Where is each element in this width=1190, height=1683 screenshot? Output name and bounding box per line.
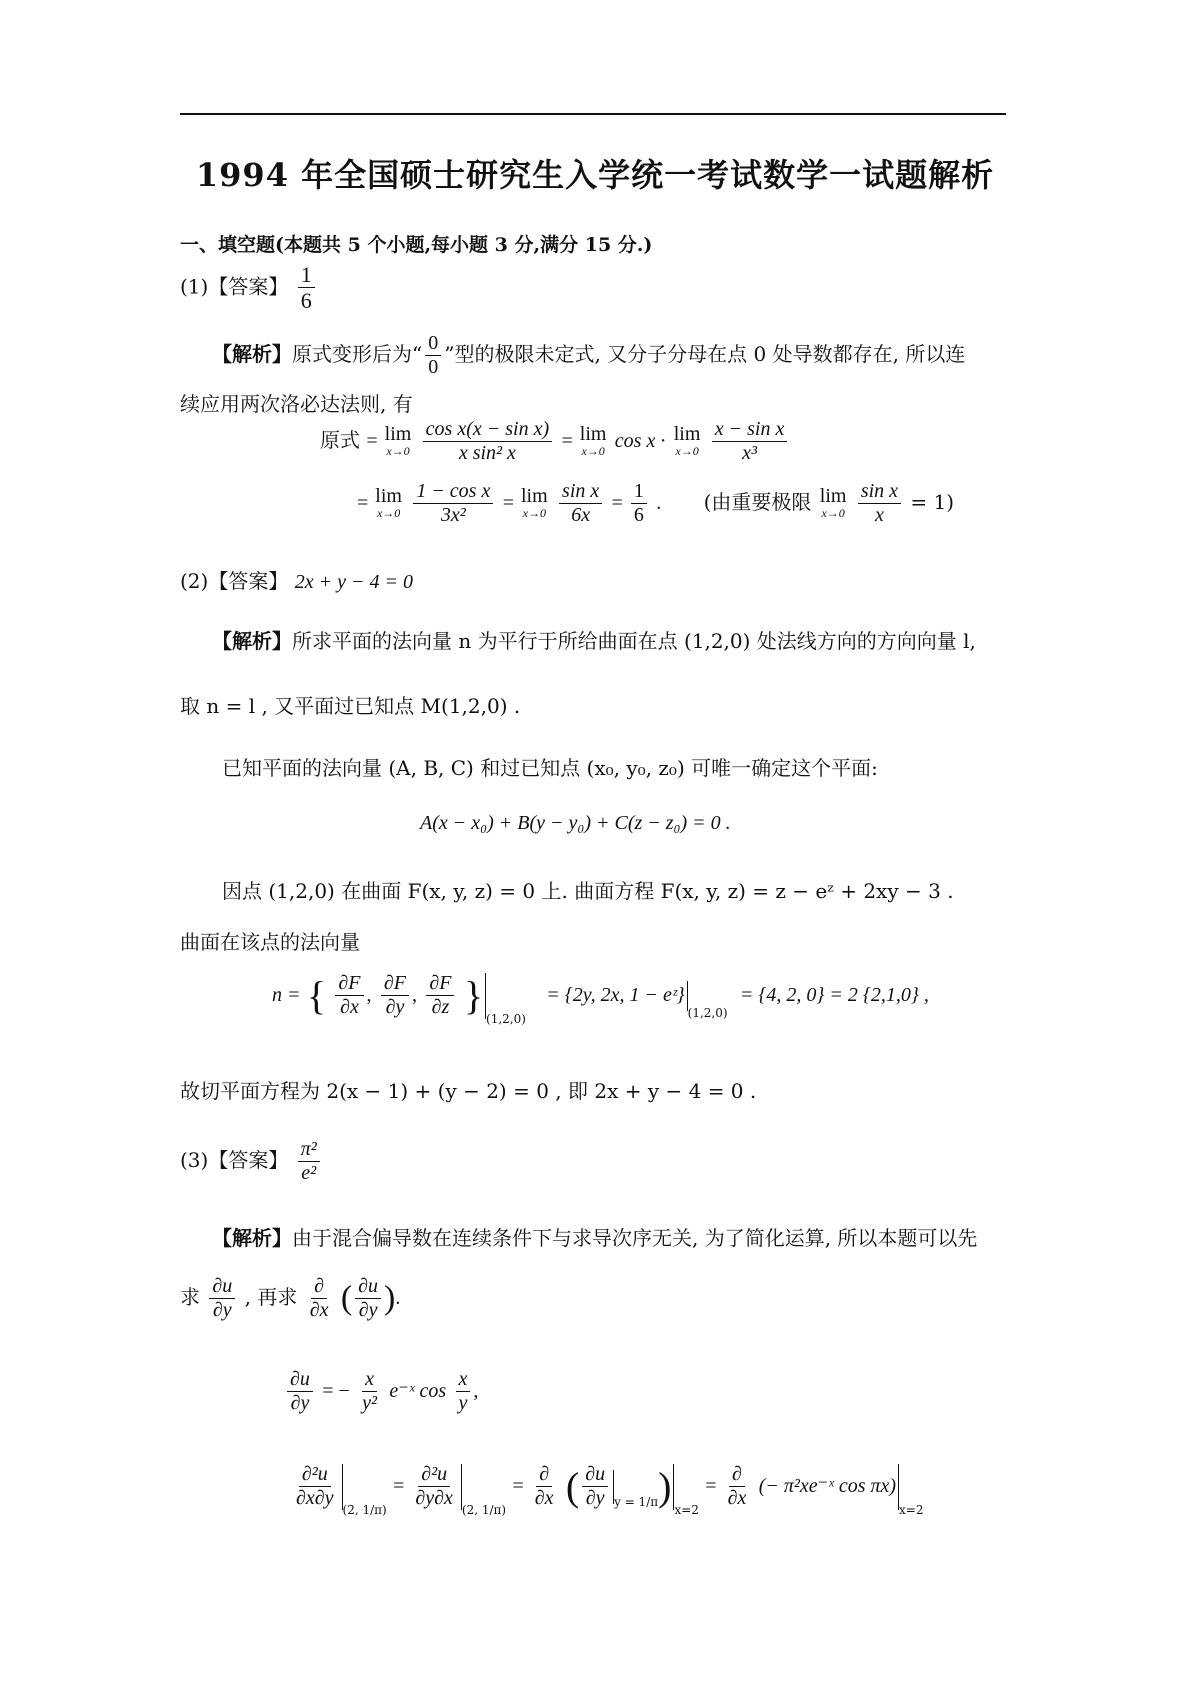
q3-eq2-dx2: ∂x — [727, 1487, 747, 1509]
q2-dfdz — [426, 972, 454, 1019]
q3-eq1-frac2 — [456, 1368, 471, 1415]
q3-eq2-at3-b: x=2 — [899, 1503, 924, 1517]
section-heading: 一、填空题(本题共 5 个小题,每小题 3 分,满分 15 分.) — [180, 234, 653, 256]
q1-eq1-frac2 — [712, 418, 788, 465]
q2-dfdx-num: ∂F — [335, 972, 363, 996]
q3-equation-2: $\frac{\text{∂²u}}{\partial x\partial y}$ $_{(2, 1/\pi)}$ = $\frac{\text{∂²u}}{\partial y\partial x}$ $_{(2, 1/\pi)}$ = $\frac{\partial}{\partial x}$ ( $\frac{\partial u}{\partial y}$ $_{y = 1/\pi})_{x=2}$ = $\frac{\partial}{\partial x}$ (− π²xe⁻ˣ $\cos \pi x)_{x=2}$ — [290, 1463, 924, 1517]
q1-ind-den: 0 — [428, 356, 439, 378]
q2-normal-at-1: (1,2,0) — [486, 1012, 526, 1026]
lim-sub: x→0 — [376, 506, 401, 521]
lim-text: lim — [819, 485, 847, 508]
q2-explanation-line4: 因点 (1,2,0) 在曲面 F(x, y, z) = 0 上. 曲面方程 F(x, y, z) = z − eᶻ + 2xy − 3 . — [222, 879, 954, 903]
q3-eq2-d: ∂ — [536, 1463, 552, 1487]
lim-text: lim — [579, 423, 607, 446]
q2-answer — [180, 565, 413, 594]
q3-eq2-at1-b: (2, 1/π) — [461, 1503, 507, 1517]
q1-eq2-frac2 — [559, 480, 602, 527]
q3-du-den-2: ∂y — [358, 1299, 378, 1321]
q1-answer-num: 1 — [298, 262, 315, 288]
header-rule — [180, 113, 1006, 115]
q3-eq2-d1: ∂x∂y — [296, 1487, 334, 1509]
q2-dfdx — [335, 972, 363, 1019]
q1-eq1-f2-num: x − sin x — [712, 418, 788, 442]
q1-answer — [180, 262, 318, 314]
q3-d-dx — [307, 1275, 332, 1322]
lim-sub: x→0 — [522, 506, 546, 521]
q1-note-den: x — [874, 504, 884, 526]
q1-eq2-f2-den: 6x — [571, 504, 591, 526]
lim-sub: x→0 — [581, 444, 605, 459]
q1-eq2-frac1 — [413, 480, 493, 527]
q1-lim-5 — [521, 486, 548, 520]
lim-sub: x→0 — [675, 444, 699, 459]
q2-explanation-line5: 曲面在该点的法向量 — [180, 930, 360, 954]
q2-normal-rhs2: = {4, 2, 0} = 2 {2,1,0} , — [739, 984, 929, 1006]
q1-eq2-f3-num: 1 — [631, 480, 647, 504]
q1-lim-2 — [580, 424, 607, 458]
q2-dfdz-num: ∂F — [426, 972, 454, 996]
q1-indeterminate-fraction — [425, 332, 441, 379]
q3-eq2-d2: ∂y∂x — [415, 1487, 453, 1509]
q1-exp-text2: ”型的极限未定式, 又分子分母在点 0 处导数都存在, 所以连 — [444, 342, 966, 366]
q1-eq2-frac3 — [631, 480, 647, 527]
q1-eq1-lhs: 原式 — [320, 428, 360, 452]
q3-answer — [180, 1138, 323, 1185]
q2-dfdy-num: ∂F — [381, 972, 409, 996]
q1-eq1-frac1 — [423, 418, 552, 465]
q3-eq1-lhs — [287, 1368, 313, 1415]
q3-eq1-pre: = − — [322, 1380, 350, 1402]
q3-eq2-dy: ∂y — [585, 1487, 605, 1509]
q3-du-dy-2 — [355, 1275, 381, 1322]
q1-answer-den: 6 — [300, 288, 312, 314]
q3-eq1-xx: x — [456, 1368, 471, 1392]
q3-answer-num: π² — [298, 1138, 320, 1162]
q1-note-post: = 1) — [910, 490, 955, 514]
q1-eq1-f1-den: x sin² x — [458, 442, 516, 464]
q1-answer-fraction — [298, 262, 315, 314]
q3-exp-label: 【解析】 — [212, 1226, 292, 1250]
q3-eq2-frac1 — [293, 1463, 337, 1510]
q3-answer-fraction — [298, 1138, 320, 1185]
q3-eq1-lhs-den: ∂y — [290, 1392, 310, 1414]
q1-eq2-f1-num: 1 − cos x — [413, 480, 493, 504]
q3-eq2-d2x: ∂ — [729, 1463, 745, 1487]
q2-exp-text1: 所求平面的法向量 n 为平行于所给曲面在点 (1,2,0) 处法线方向的方向向量 l, — [292, 629, 976, 653]
q1-lim-4 — [375, 486, 402, 520]
q3-eq2-frac5 — [725, 1463, 750, 1510]
q3-eq1-x: x — [362, 1368, 377, 1392]
q3-du-dy — [209, 1275, 235, 1322]
q2-label: (2)【答案】 — [180, 569, 289, 593]
q3-equation-1: $\frac{\partial u}{\partial y}$ = − $\frac{x}{\text{y²}}$ e⁻ˣ cos $\frac{x}{y}$ , — [284, 1368, 478, 1415]
q3-eq2-n1: ∂²u — [299, 1463, 331, 1487]
q3-eq2-du: ∂u — [582, 1463, 608, 1487]
q2-explanation-line3: 已知平面的法向量 (A, B, C) 和过已知点 (x₀, y₀, z₀) 可唯一确定这个平面: — [222, 756, 878, 780]
q1-note-frac — [858, 480, 901, 527]
q2-explanation-line2: 取 n = l , 又平面过已知点 M(1,2,0) . — [180, 694, 521, 718]
q3-eq1-lhs-num: ∂u — [287, 1368, 313, 1392]
q1-explanation-line2: 续应用两次洛必达法则, 有 — [180, 392, 413, 416]
q3-eq2-frac2 — [412, 1463, 456, 1510]
page-title: 1994 年全国硕士研究生入学统一考试数学一试题解析 — [195, 156, 995, 194]
q1-exp-label: 【解析】 — [212, 342, 292, 366]
q2-normal-lhs: n = — [272, 984, 301, 1006]
q2-normal-vector-equation: n = { $\frac{\partial F}{\partial x}$ , $\frac{\partial F}{\partial y}$ , $\frac{\partial F}{\partial z}$ }$_{(1,2,0)} = \{2y$, 2x, $1 - eᶻ\}_{(1,2,0)} = \{4$, 2, 0} = 2 {2,1,0} , — [272, 972, 929, 1026]
q1-ind-num: 0 — [425, 332, 441, 356]
q1-equation-1: 原式 = lim x→0 $\frac{\text{cos x(x − sin x)}}{\text{x sin² x}}$ = lim x→0 cos x · lim x→0 $\frac{\text{x − sin x}}{\text{x³}}$ — [320, 418, 790, 465]
q3-label: (3)【答案】 — [180, 1148, 289, 1172]
q3-d-den: ∂x — [309, 1299, 329, 1321]
q2-dfdz-den: ∂z — [431, 996, 450, 1018]
q3-eq2-n2: ∂²u — [418, 1463, 450, 1487]
q2-answer-value: 2x + y − 4 = 0 — [294, 571, 413, 593]
q2-dfdy-den: ∂y — [385, 996, 405, 1018]
q1-equation-2: = lim x→0 $\frac{\text{1 − cos x}}{\text{3x²}}$ = lim x→0 $\frac{\text{sin x}}{6x}$ = $\frac{1}{6}$ . (由重要极限 lim x→0 $\frac{\text{sin x}}{x}$ = 1) — [357, 480, 955, 526]
q1-eq2-f3-den: 6 — [633, 504, 644, 526]
lim-sub: x→0 — [821, 506, 845, 521]
q3-du-den: ∂y — [212, 1299, 232, 1321]
q3-eq2-frac4 — [582, 1463, 608, 1510]
q3-eq2-frac3 — [532, 1463, 557, 1510]
q3-explanation-line2: 求 $\frac{\partial u}{\partial y}$ , 再求 $\frac{\partial}{\partial x}$ ( $\frac{\partial u}{\partial y}$ ). — [180, 1275, 401, 1321]
q3-exp2-mid: , 再求 — [244, 1285, 298, 1309]
q2-exp-label: 【解析】 — [212, 629, 292, 653]
q3-eq1-frac1 — [359, 1368, 380, 1415]
lim-text: lim — [673, 423, 701, 446]
q3-du-num: ∂u — [209, 1275, 235, 1299]
q3-eq2-at3: x=2 — [674, 1503, 699, 1517]
q1-note-pre: (由重要极限 — [703, 490, 812, 514]
lim-text: lim — [521, 485, 548, 508]
q1-explanation-line1 — [212, 332, 965, 379]
q1-lim-3 — [674, 424, 701, 458]
q3-eq1-mid: e⁻ˣ cos — [389, 1380, 447, 1402]
q1-lim-6 — [820, 486, 847, 520]
q1-eq2-f1-den: 3x² — [440, 504, 466, 526]
q1-eq1-f1-num: cos x(x − sin x) — [423, 418, 552, 442]
q3-eq2-at2: y = 1/π — [614, 1495, 659, 1509]
q1-note-num: sin x — [858, 480, 901, 504]
q2-dfdy — [381, 972, 409, 1019]
lim-text: lim — [384, 423, 412, 446]
q1-exp-text1: 原式变形后为“ — [292, 342, 423, 366]
q3-exp-text1: 由于混合偏导数在连续条件下与求导次序无关, 为了简化运算, 所以本题可以先 — [292, 1226, 978, 1250]
q3-explanation-line1 — [212, 1222, 977, 1251]
q3-du-num-2: ∂u — [355, 1275, 381, 1299]
q2-explanation-line6: 故切平面方程为 2(x − 1) + (y − 2) = 0 , 即 2x + y − 4 = 0 . — [180, 1079, 757, 1103]
q2-dfdx-den: ∂x — [340, 996, 359, 1018]
q3-eq2-dx: ∂x — [534, 1487, 554, 1509]
q1-lim-1 — [385, 424, 412, 458]
q2-normal-rhs1: = {2y, 2x, 1 − eᶻ} — [546, 984, 685, 1006]
lim-text: lim — [375, 485, 402, 508]
q3-eq2-tail: (− π²xe⁻ˣ cos πx) — [758, 1475, 897, 1497]
q3-answer-den: e² — [301, 1162, 317, 1184]
q1-eq2-f2-num: sin x — [559, 480, 602, 504]
q2-plane-equation: A(x − x₀) + B(y − y₀) + C(z − z₀) = 0 . — [420, 812, 731, 834]
q2-normal-at-2: (1,2,0) — [687, 1006, 728, 1020]
q1-eq1-f2-den: x³ — [742, 442, 757, 464]
q1-label: (1)【答案】 — [180, 274, 289, 299]
q3-eq2-at1: (2, 1/π) — [342, 1503, 387, 1517]
q1-eq1-mid: cos x · — [614, 430, 666, 452]
q3-eq1-y2: y² — [362, 1392, 378, 1414]
lim-sub: x→0 — [386, 444, 410, 459]
q3-exp2-pre: 求 — [180, 1285, 200, 1309]
q3-eq1-yy: y — [458, 1392, 468, 1414]
q3-d-num: ∂ — [311, 1275, 327, 1299]
q2-explanation-line1 — [212, 625, 976, 654]
